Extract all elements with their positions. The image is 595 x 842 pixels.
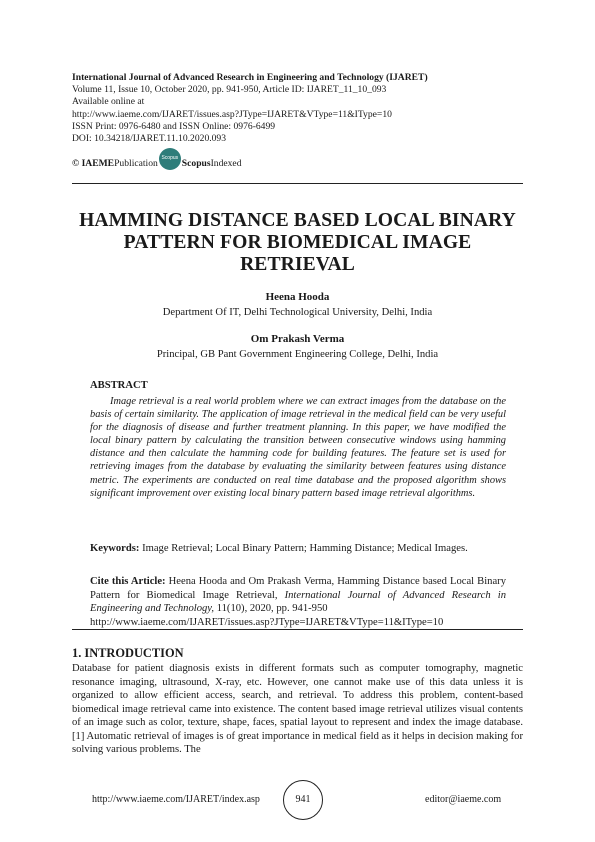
page-number: 941 xyxy=(295,794,311,805)
cite-details: 11(10), 2020, pp. 941-950 xyxy=(214,603,328,614)
author-affiliation: Principal, GB Pant Government Engineering College, Delhi, India xyxy=(156,349,439,360)
journal-header xyxy=(72,72,532,145)
volume-line: Volume 11, Issue 10, October 2020, pp. 941-950, Article ID: IJARET_11_10_093 xyxy=(72,84,387,96)
scopus-indexed: Indexed xyxy=(210,157,242,169)
cite-label: Cite this Article: xyxy=(90,576,166,587)
keywords xyxy=(90,542,506,556)
title-line: PATTERN FOR BIOMEDICAL IMAGE xyxy=(123,232,472,253)
publisher-suffix: Publication xyxy=(114,157,158,169)
cite-journal: International Journal of Advanced Research in Engineering and Technology, xyxy=(90,589,506,614)
author-name: Heena Hooda xyxy=(265,291,330,303)
footer-email[interactable]: editor@iaeme.com xyxy=(425,794,502,805)
section-heading: 1. INTRODUCTION xyxy=(72,646,184,660)
abstract-text: Image retrieval is a real world problem where we can extract images from the database on the basis of certain similarity. The application of image retrieval in the medical field can be very useful for the diagnosis of disease and further treatment planning. In this paper, we have modified the local binary pattern by calculating the transition between consecutive windows using hamming distance and then calculate the hamming code for building features. The feature set is used for retrieving images from the database by evaluating the similarity between features using distance metric. The experiments are conducted on real time database and the proposed algorithm shows significant improvement over existing local binary pattern based image retrieval algorithms. xyxy=(90,396,506,499)
page-footer xyxy=(0,780,595,820)
issue-url[interactable]: http://www.iaeme.com/IJARET/issues.asp?JType=IJARET&VType=11&IType=10 xyxy=(72,108,392,120)
author-name: Om Prakash Verma xyxy=(250,333,345,345)
title-line: RETRIEVAL xyxy=(240,254,355,275)
cite-text: Heena Hooda and Om Prakash Verma, Hamming Distance based Local Binary Pattern for Biomedical Image Retrieval, xyxy=(90,576,506,601)
header-divider xyxy=(72,183,523,184)
abstract-divider xyxy=(72,629,523,630)
footer-url[interactable]: http://www.iaeme.com/IJARET/index.asp xyxy=(92,794,260,805)
author-affiliation: Department Of IT, Delhi Technological University, Delhi, India xyxy=(162,307,433,318)
keywords-list: Image Retrieval; Local Binary Pattern; Hamming Distance; Medical Images. xyxy=(139,543,468,554)
doi-line: DOI: 10.34218/IJARET.11.10.2020.093 xyxy=(72,133,227,145)
scopus-label: Scopus xyxy=(181,157,211,169)
introduction-text: Database for patient diagnosis exists in different formats such as computer tomography, magnetic resonance imaging, ultrasound, X-ray, etc. However, one cannot make use of this data unless it is organized to allow efficient access, search, and retrieval. To address this problem, content-based biomedical image retrieval came into existence. The content based image retrieval utilizes visual contents of an image such as color, texture, shape, faces, spatial layout to represent and index the image database.[1] Automatic retrieval of images is of great importance in medical field as it helps in decision making for solving various problems. The xyxy=(72,663,523,755)
cite-url[interactable]: http://www.iaeme.com/IJARET/issues.asp?JType=IJARET&VType=11&IType=10 xyxy=(90,616,444,628)
issn-line: ISSN Print: 0976-6480 and ISSN Online: 0976-6499 xyxy=(72,120,276,132)
keywords-label: Keywords: xyxy=(90,543,140,554)
abstract-heading: ABSTRACT xyxy=(90,380,148,391)
scopus-logo: Scopus xyxy=(159,148,181,170)
citation xyxy=(90,575,506,629)
available-online: Available online at xyxy=(72,96,145,108)
title-line: HAMMING DISTANCE BASED LOCAL BINARY xyxy=(79,210,516,231)
paper-title xyxy=(60,210,535,276)
journal-name: International Journal of Advanced Research in Engineering and Technology (IJARET) xyxy=(72,72,428,83)
publisher-name: © IAEME xyxy=(72,157,115,169)
publisher-line xyxy=(72,148,242,178)
